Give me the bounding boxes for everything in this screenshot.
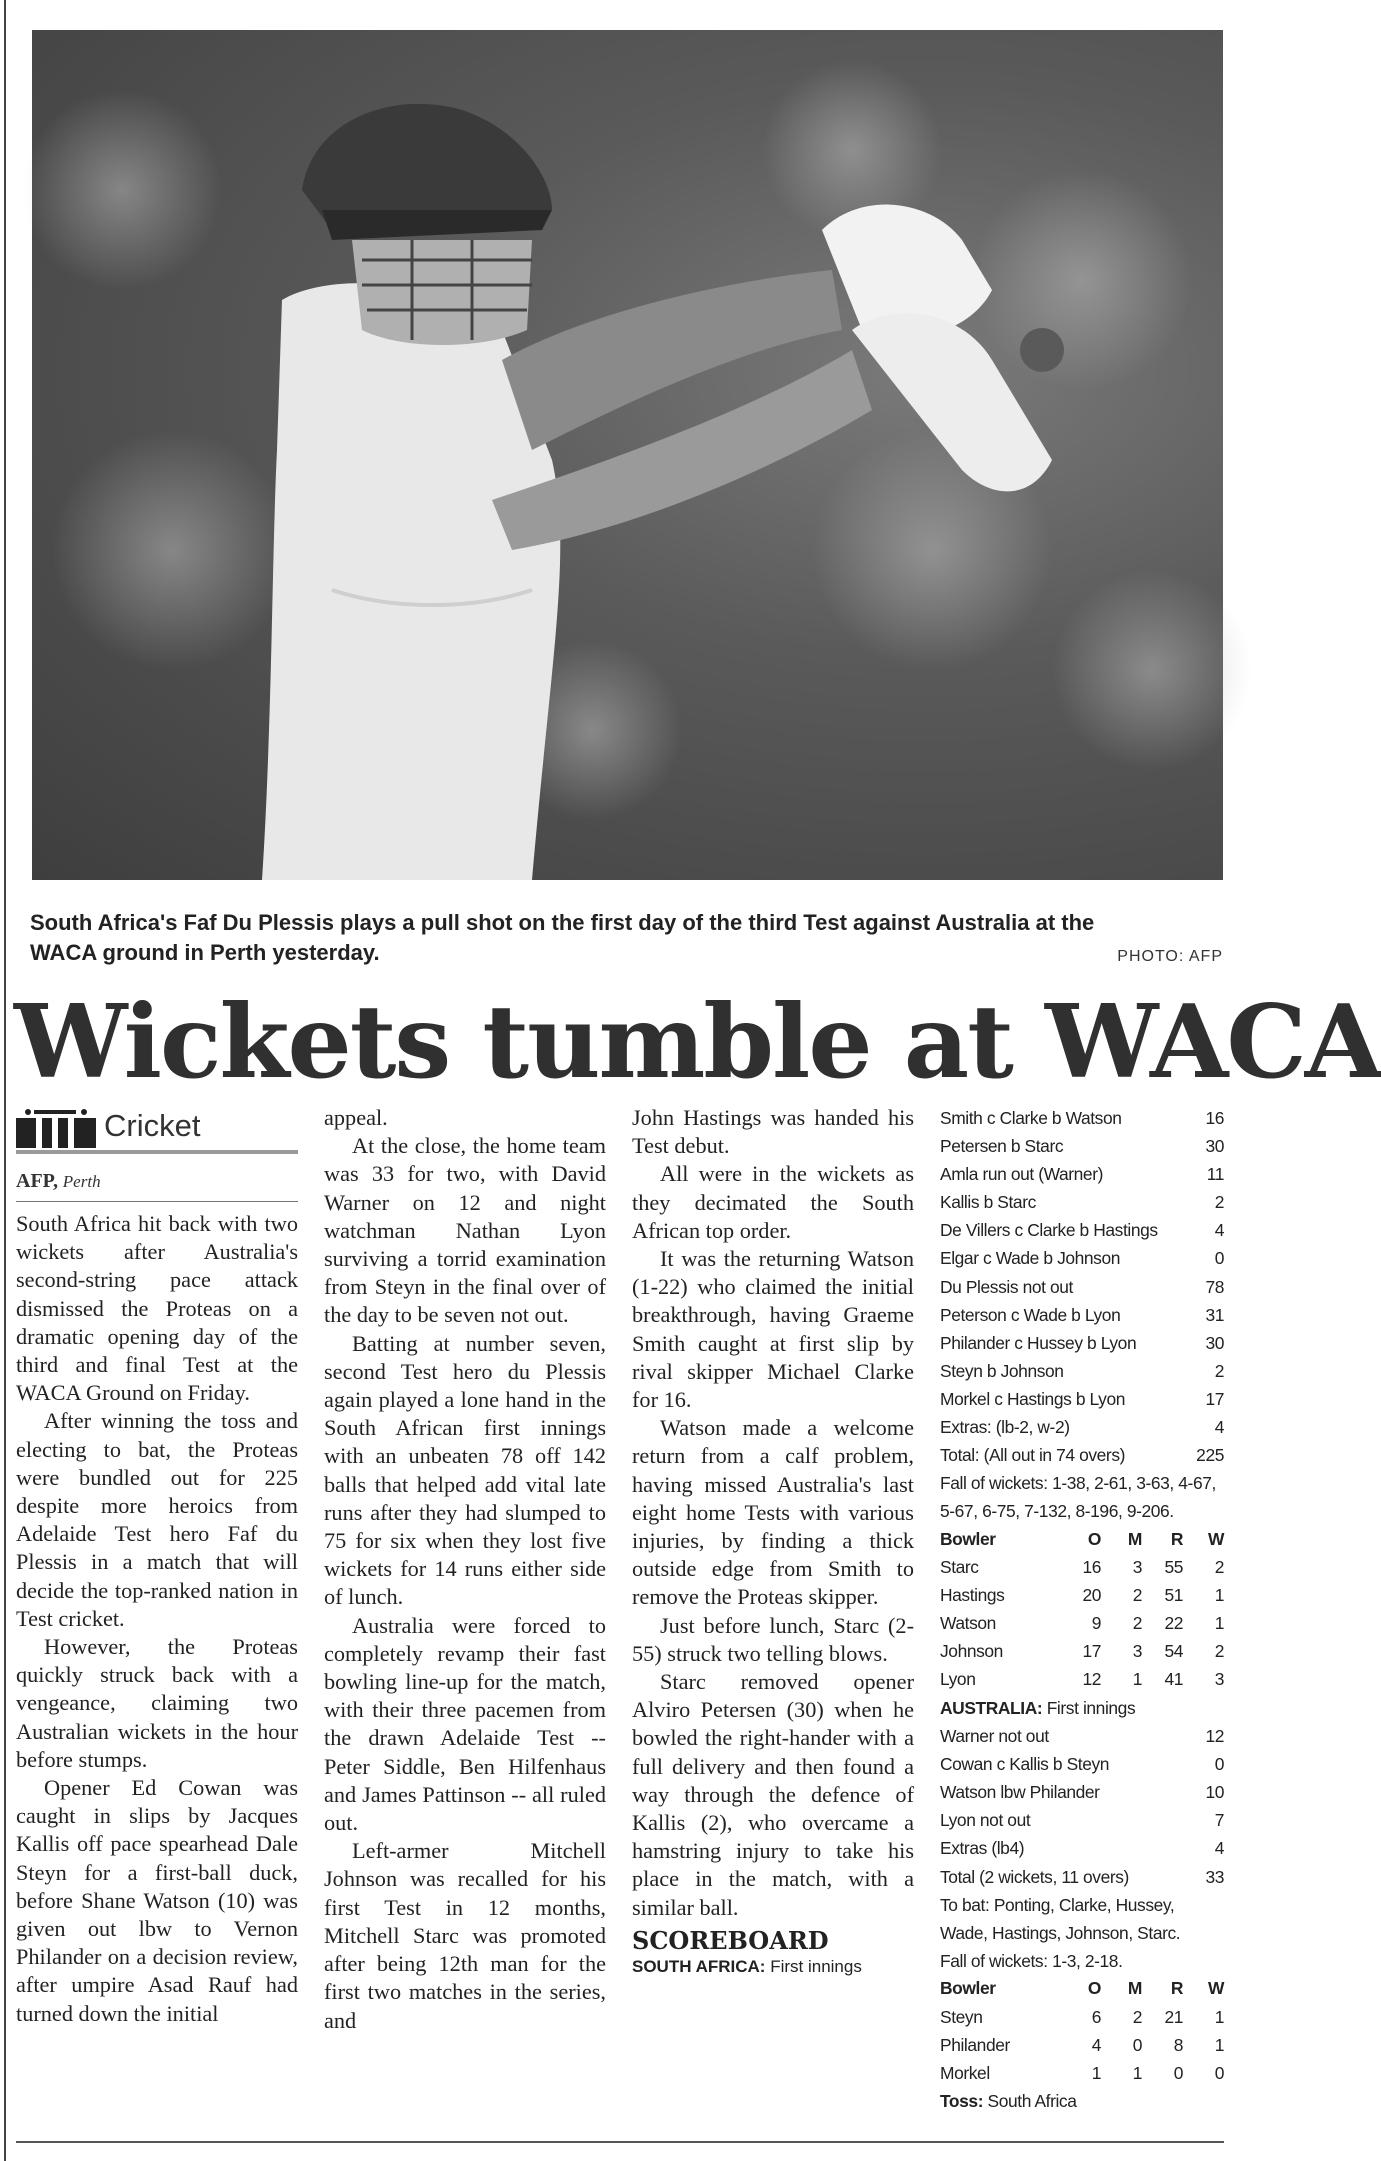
bowling-figure: 0	[1214, 2062, 1224, 2083]
toss-value: South Africa	[987, 2091, 1077, 2112]
sa-bowling-table	[940, 1975, 1224, 2087]
bowling-figure: 0	[1173, 2062, 1183, 2083]
toss-line	[940, 2087, 1224, 2115]
runs: 7	[1214, 1810, 1224, 1831]
runs: 0	[1214, 1754, 1224, 1775]
bowling-figure: 1	[1091, 2062, 1101, 2083]
bowling-header-cell: O	[1087, 1978, 1101, 1999]
team-name: AUSTRALIA:	[940, 1697, 1043, 1718]
aus-fall-of-wickets: Fall of wickets: 1-3, 2-18.	[940, 1950, 1123, 1971]
bowling-figure: 6	[1091, 2006, 1101, 2027]
runs: 2	[1214, 1360, 1224, 1381]
batting-row	[940, 1863, 1224, 1891]
runs: 0	[1214, 1248, 1224, 1269]
bowling-header-cell: R	[1170, 1528, 1183, 1549]
batting-row	[940, 1160, 1224, 1188]
article-column-3	[632, 1104, 914, 1978]
bowling-figure: 1	[1132, 2062, 1142, 2083]
runs: 12	[1205, 1726, 1224, 1747]
paragraph: It was the returning Watson (1-22) who claimed the initial breakthrough, having Graeme Smith caught at first slip by rival skipper Michael Clarke for 16.	[632, 1246, 914, 1413]
runs: 4	[1214, 1220, 1224, 1241]
batting-row	[940, 1104, 1224, 1132]
headline: Wickets tumble at WACA	[14, 982, 1381, 1101]
bowling-figure: 2	[1214, 1641, 1224, 1662]
news-photo	[32, 30, 1223, 880]
bowling-figure: 20	[1082, 1585, 1101, 1606]
bowling-figure: 51	[1164, 1585, 1183, 1606]
batting-row	[940, 1441, 1224, 1469]
runs: 17	[1205, 1388, 1224, 1409]
sa-batting-list	[940, 1104, 1224, 1469]
toss-label: Toss:	[940, 2091, 984, 2112]
section-label: Cricket	[104, 1108, 201, 1143]
bowling-figure: 3	[1132, 1557, 1142, 1578]
batting-row	[940, 1301, 1224, 1329]
batting-row	[940, 1357, 1224, 1385]
aus-bowling-table	[940, 1525, 1224, 1694]
aus-innings-heading	[940, 1694, 1224, 1722]
paragraph: Left-armer Mitchell Johnson was recalled for his first Test in 12 months, Mitchell Starc was promoted after being 12th man for the first two matches in the series, and	[324, 1838, 606, 2033]
bowling-figure: 3	[1214, 1669, 1224, 1690]
runs: 31	[1205, 1304, 1224, 1325]
bowling-figure: 3	[1132, 1641, 1142, 1662]
bowling-figure: 8	[1173, 2034, 1183, 2055]
bowling-row	[940, 2003, 1224, 2031]
bowling-figure: 22	[1164, 1613, 1183, 1634]
batsman-dismissal: Morkel c Hastings b Lyon	[940, 1388, 1125, 1409]
bowler-name: Steyn	[940, 2006, 983, 2027]
aus-to-bat: To bat: Ponting, Clarke, Hussey, Wade, Hastings, Johnson, Starc.	[940, 1894, 1181, 1943]
bowling-header-cell: O	[1087, 1528, 1101, 1549]
batsman-dismissal: Petersen b Starc	[940, 1136, 1064, 1157]
bowler-name: Morkel	[940, 2062, 990, 2083]
sa-fall-of-wickets: Fall of wickets: 1-38, 2-61, 3-63, 4-67, 5-67, 6-75, 7-132, 8-196, 9-206.	[940, 1473, 1216, 1522]
runs: 11	[1206, 1164, 1224, 1185]
runs: 10	[1205, 1782, 1224, 1803]
batsman-dismissal: Total: (All out in 74 overs)	[940, 1445, 1126, 1466]
batsman-dismissal: Extras: (lb-2, w-2)	[940, 1417, 1070, 1438]
batsman-dismissal: Extras (lb4)	[940, 1838, 1025, 1859]
bowling-header-cell: R	[1170, 1978, 1183, 1999]
paragraph: South Africa hit back with two wickets after Australia's second-string pace attack dismissed the Proteas on a dramatic opening day of the third and final Test at the WACA Ground on Friday.	[16, 1211, 298, 1406]
batting-row	[940, 1132, 1224, 1160]
bowling-header-cell: W	[1207, 1528, 1224, 1549]
bowling-row	[940, 1554, 1224, 1582]
batsman-dismissal: Watson lbw Philander	[940, 1782, 1100, 1803]
paragraph: Starc removed opener Alviro Petersen (30) when he bowled the right-hander with a full delivery and then found a way through the defence of Kallis (2), who overcame a hamstring injury to take his place in the match, with a similar ball.	[632, 1669, 914, 1920]
runs: 30	[1205, 1136, 1224, 1157]
paragraph: Australia were forced to completely revamp their fast bowling line-up for the match, with their three pacemen from the drawn Adelaide Test -- Peter Siddle, Ben Hilfenhaus and James Pattinson -- all ruled out.	[324, 1612, 606, 1836]
bowling-row	[940, 1582, 1224, 1610]
runs: 225	[1196, 1445, 1224, 1466]
bowling-row	[940, 1638, 1224, 1666]
paragraph: Batting at number seven, second Test hero du Plessis again played a lone hand in the South African first innings with an unbeaten 78 off 142 balls that helped add vital late runs after they had slumped to 75 for six when they lost five wickets for 14 runs either side of lunch.	[324, 1330, 606, 1610]
runs: 16	[1205, 1108, 1224, 1128]
bowling-header-cell: M	[1127, 1528, 1142, 1549]
runs: 78	[1205, 1276, 1224, 1297]
paragraph: John Hastings was handed his Test debut.	[632, 1105, 914, 1159]
innings-label: First innings	[1046, 1697, 1136, 1718]
bowling-figure: 0	[1132, 2034, 1142, 2055]
paragraph: Just before lunch, Starc (2-55) struck two telling blows.	[632, 1612, 914, 1666]
bowling-figure: 21	[1164, 2006, 1183, 2027]
batsman-dismissal: Amla run out (Warner)	[940, 1164, 1103, 1185]
batsman-dismissal: Elgar c Wade b Johnson	[940, 1248, 1121, 1269]
bowler-name: Hastings	[940, 1585, 1005, 1606]
paragraph: Watson made a welcome return from a calf problem, having missed Australia's last eight home Tests with various injuries, by finding a thick outside edge from Smith to remove the Proteas skipper.	[632, 1415, 914, 1610]
batsman-dismissal: Warner not out	[940, 1726, 1049, 1747]
cricket-wickets-icon	[16, 1108, 96, 1153]
batting-row	[940, 1329, 1224, 1357]
section-kicker	[16, 1104, 298, 1154]
runs: 4	[1214, 1417, 1224, 1438]
bowling-figure: 1	[1132, 1669, 1142, 1690]
dateline-agency: AFP,	[16, 1170, 59, 1192]
bowler-name: Johnson	[940, 1641, 1003, 1662]
scoreboard-column	[940, 1104, 1224, 2115]
batsman-dismissal: Cowan c Kallis b Steyn	[940, 1754, 1110, 1775]
team-name: SOUTH AFRICA:	[632, 1956, 766, 1976]
batsman-dismissal: Lyon not out	[940, 1810, 1031, 1831]
bowler-name: Starc	[940, 1557, 979, 1578]
dateline-place: Perth	[62, 1172, 101, 1191]
bowler-name: Watson	[940, 1613, 996, 1634]
bowling-figure: 2	[1132, 2006, 1142, 2027]
scoreboard-title: SCOREBOARD	[632, 1925, 829, 1955]
bowler-name: Lyon	[940, 1669, 976, 1690]
batting-row	[940, 1188, 1224, 1216]
paragraph: At the close, the home team was 33 for two, with David Warner on 12 and night watchman Nathan Lyon surviving a torrid examination from Steyn in the final over of the day to be seven not out.	[324, 1133, 606, 1328]
photo-credit: PHOTO: AFP	[1117, 948, 1223, 965]
batting-row	[940, 1273, 1224, 1301]
batting-row	[940, 1216, 1224, 1244]
sa-innings-heading	[632, 1956, 914, 1978]
batting-row	[940, 1778, 1224, 1806]
batsman-dismissal: De Villers c Clarke b Hastings	[940, 1220, 1158, 1241]
bowling-figure: 16	[1082, 1557, 1101, 1578]
paragraph: Opener Ed Cowan was caught in slips by Jacques Kallis off pace spearhead Dale Steyn for a first-ball duck, before Shane Watson (10) was given out lbw to Vernon Philander on a decision review, after umpire Asad Rauf had turned down the initial	[16, 1775, 298, 2026]
bowling-figure: 41	[1164, 1669, 1183, 1690]
aus-batting-list	[940, 1722, 1224, 1891]
bowling-figure: 12	[1082, 1669, 1101, 1690]
batting-row	[940, 1722, 1224, 1750]
bowling-figure: 2	[1132, 1585, 1142, 1606]
runs: 2	[1214, 1192, 1224, 1213]
innings-label: First innings	[770, 1956, 862, 1976]
bowling-row	[940, 2059, 1224, 2087]
bowling-row	[940, 2031, 1224, 2059]
batting-row	[940, 1750, 1224, 1778]
batting-row	[940, 1244, 1224, 1272]
bowling-figure: 2	[1132, 1613, 1142, 1634]
bottom-rule	[16, 2141, 1224, 2143]
bowling-header-row	[940, 1525, 1224, 1553]
batsman-dismissal: Total (2 wickets, 11 overs)	[940, 1866, 1129, 1887]
bowling-figure: 1	[1214, 1585, 1224, 1606]
bowling-figure: 1	[1214, 2006, 1224, 2027]
runs: 30	[1205, 1332, 1224, 1353]
batsman-dismissal: Peterson c Wade b Lyon	[940, 1304, 1121, 1325]
paragraph: However, the Proteas quickly struck back with a vengeance, claiming two Australian wickets in the hour before stumps.	[16, 1634, 298, 1772]
bowling-figure: 1	[1214, 1613, 1224, 1634]
paragraph: All were in the wickets as they decimated the South African top order.	[632, 1161, 914, 1243]
bowling-header-cell: M	[1127, 1978, 1142, 1999]
dateline	[16, 1170, 298, 1202]
bowling-header-cell: W	[1207, 1978, 1224, 1999]
bowling-figure: 55	[1164, 1557, 1183, 1578]
paragraph: appeal.	[324, 1105, 388, 1130]
bowling-figure: 2	[1214, 1557, 1224, 1578]
paragraph: After winning the toss and electing to bat, the Proteas were bundled out for 225 despite more heroics from Adelaide Test hero Faf du Plessis in a match that will decide the top-ranked nation in Test cricket.	[16, 1408, 298, 1631]
batting-row	[940, 1385, 1224, 1413]
bowler-name: Philander	[940, 2034, 1010, 2055]
bowling-figure: 9	[1091, 1613, 1101, 1634]
bowling-figure: 1	[1214, 2034, 1224, 2055]
batsman-dismissal: Steyn b Johnson	[940, 1360, 1064, 1381]
runs: 4	[1214, 1838, 1224, 1859]
bowling-header-cell: Bowler	[940, 1978, 996, 1999]
batting-row	[940, 1413, 1224, 1441]
photo-caption: South Africa's Faf Du Plessis plays a pull shot on the first day of the third Test against Australia at the WACA ground in Perth yesterday.	[30, 910, 1095, 965]
bowling-figure: 54	[1164, 1641, 1183, 1662]
batsman-dismissal: Philander c Hussey b Lyon	[940, 1332, 1137, 1353]
article-column-2	[324, 1104, 606, 2035]
batsman-dismissal: Smith c Clarke b Watson	[940, 1108, 1122, 1128]
bowling-figure: 17	[1082, 1641, 1101, 1662]
bowling-row	[940, 1666, 1224, 1694]
column-rule	[4, 0, 6, 2161]
batsman-dismissal: Kallis b Starc	[940, 1192, 1036, 1213]
bowling-header-row	[940, 1975, 1224, 2003]
bowling-header-cell: Bowler	[940, 1528, 996, 1549]
batting-row	[940, 1834, 1224, 1862]
runs: 33	[1205, 1866, 1224, 1887]
batsman-dismissal: Du Plessis not out	[940, 1276, 1073, 1297]
batting-row	[940, 1806, 1224, 1834]
bowling-figure: 4	[1091, 2034, 1101, 2055]
bowling-row	[940, 1610, 1224, 1638]
